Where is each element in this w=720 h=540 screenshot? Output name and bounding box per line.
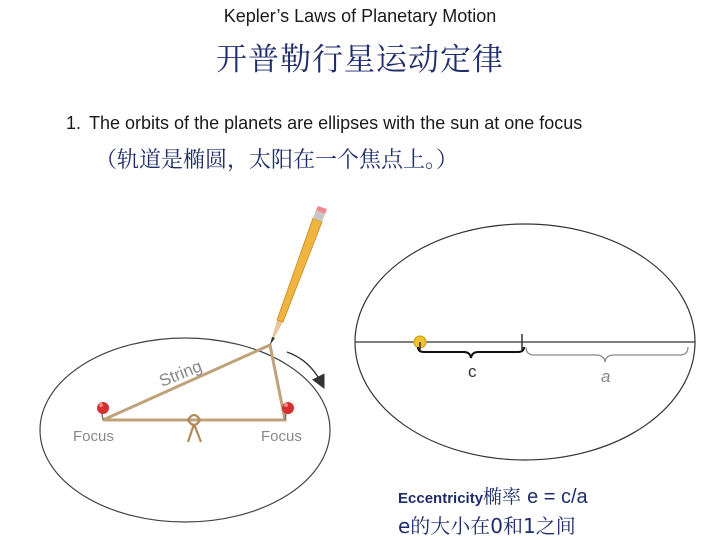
page-title-chinese: 开普勒行星运动定律 — [216, 42, 504, 78]
page-title-english: Kepler’s Laws of Planetary Motion — [223, 6, 497, 26]
law-1-number: 1. — [66, 113, 82, 133]
eccentricity-formula — [398, 482, 588, 509]
c-brace — [418, 347, 524, 358]
a-brace — [526, 347, 688, 362]
left-ellipse-drawing — [40, 206, 330, 522]
eccentricity-label-chinese: 椭率 — [483, 486, 522, 508]
law-1-text: The orbits of the planets are ellipses with the sun at one focus — [89, 113, 583, 133]
focus-left-label: Focus — [73, 428, 114, 445]
string-loop — [103, 345, 285, 420]
pencil-icon — [270, 206, 327, 345]
c-label: c — [468, 362, 477, 381]
focus-right-label: Focus — [261, 428, 302, 445]
string-label: String — [156, 356, 205, 391]
eccentricity-label: Eccentricity — [398, 490, 484, 507]
law-1-statement-chinese: （轨道是椭圆，太阳在一个焦点上。） — [95, 148, 459, 173]
eccentricity-equation: e = c/a — [527, 486, 588, 508]
eccentricity-range: e的大小在0和1之间 — [398, 514, 576, 538]
right-ellipse-diagram — [355, 224, 695, 460]
a-label: a — [601, 367, 611, 386]
